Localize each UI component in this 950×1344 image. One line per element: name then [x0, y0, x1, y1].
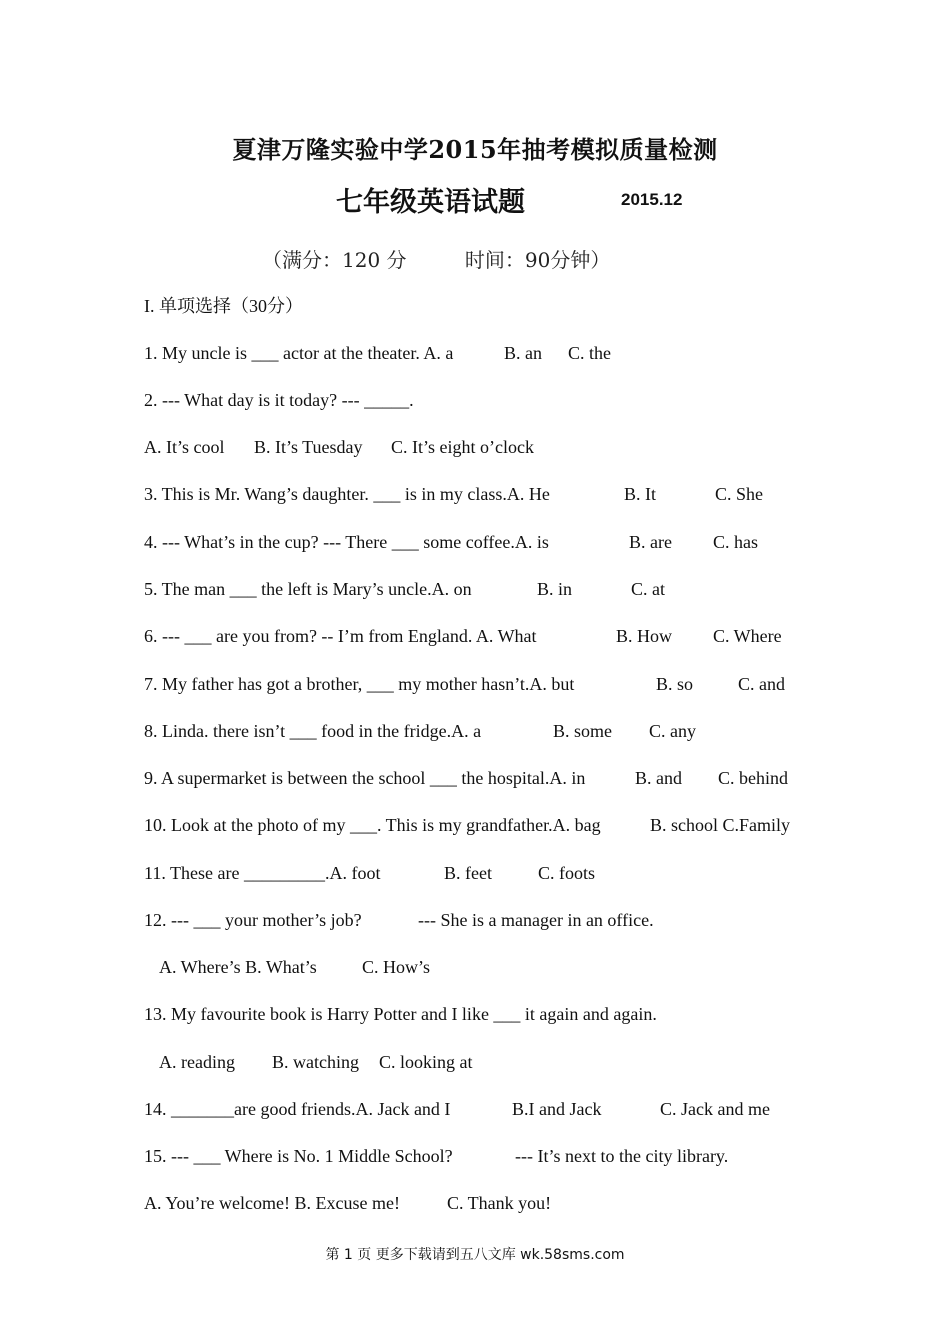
question-4-stem: 4. --- What’s in the cup? --- There ___ some coffee.A. is [144, 532, 549, 552]
question-12-stem: 12. --- ___ your mother’s job? [144, 910, 362, 930]
question-8-stem: 8. Linda. there isn’t ___ food in the fridge.A. a [144, 721, 482, 741]
question-13-option-c: C. looking at [379, 1052, 473, 1072]
question-5-stem: 5. The man ___ the left is Mary’s uncle.A. on [144, 579, 472, 599]
question-12-answer: --- She is a manager in an office. [418, 910, 654, 930]
question-14-stem: 14. _______are good friends.A. Jack and I [144, 1099, 451, 1119]
question-13-option-b: B. watching [272, 1052, 359, 1072]
question-7-stem: 7. My father has got a brother, ___ my mother hasn’t.A. but [144, 674, 575, 694]
question-6-stem: 6. --- ___ are you from? -- I’m from England. A. What [144, 626, 537, 646]
question-14-option-b: B.I and Jack [512, 1099, 602, 1119]
question-14-option-c: C. Jack and me [660, 1099, 770, 1119]
question-10-option-bc: B. school C.Family [650, 815, 791, 835]
question-12-option-ab: A. Where’s B. What’s [159, 957, 317, 977]
exam-subtitle: 七年级英语试题 [336, 187, 525, 218]
exam-date: 2015.12 [621, 190, 683, 209]
question-5-option-b: B. in [537, 579, 573, 599]
question-9-option-b: B. and [635, 768, 682, 788]
question-1-option-c: C. the [568, 343, 611, 363]
question-15-answer: --- It’s next to the city library. [515, 1146, 729, 1166]
question-6-option-c: C. Where [713, 626, 782, 646]
question-7-option-b: B. so [656, 674, 694, 694]
question-1-stem: 1. My uncle is ___ actor at the theater. A. a [144, 343, 454, 363]
question-4-option-c: C. has [713, 532, 758, 552]
subtitle-row [0, 180, 950, 220]
question-3-option-b: B. It [624, 484, 657, 504]
score-time-line [262, 244, 610, 273]
question-8-option-c: C. any [649, 721, 696, 741]
question-7-option-c: C. and [738, 674, 785, 694]
question-5-option-c: C. at [631, 579, 665, 599]
exam-title: 夏津万隆实验中学2015年抽考模拟质量检测 [232, 135, 718, 164]
question-13-option-a: A. reading [159, 1052, 235, 1072]
question-15-option-c: C. Thank you! [447, 1193, 552, 1213]
question-9-stem: 9. A supermarket is between the school ___ the hospital.A. in [144, 768, 586, 788]
question-11-option-c: C. foots [538, 863, 596, 883]
time-limit: 时间：90分钟） [464, 248, 611, 272]
question-2-option-a: A. It’s cool [144, 437, 225, 457]
question-13-stem: 13. My favourite book is Harry Potter and I like ___ it again and again. [144, 1004, 657, 1024]
question-15-option-ab: A. You’re welcome! B. Excuse me! [144, 1193, 400, 1213]
question-2-option-b: B. It’s Tuesday [254, 437, 363, 457]
question-4-option-b: B. are [629, 532, 672, 552]
question-11-option-b: B. feet [444, 863, 492, 883]
question-15-stem: 15. --- ___ Where is No. 1 Middle School? [144, 1146, 453, 1166]
question-10-stem: 10. Look at the photo of my ___. This is my grandfather.A. bag [144, 815, 601, 835]
question-8-option-b: B. some [553, 721, 613, 741]
question-12-option-c: C. How’s [362, 957, 431, 977]
section-heading: I. 单项选择（30分） [144, 296, 303, 316]
question-2-stem: 2. --- What day is it today? --- _____. [144, 390, 414, 410]
question-3-stem: 3. This is Mr. Wang’s daughter. ___ is in my class.A. He [144, 484, 550, 504]
question-6-option-b: B. How [616, 626, 673, 646]
page-footer: 第 1 页 更多下载请到五八文库 wk.58sms.com [325, 1247, 625, 1263]
question-2-option-c: C. It’s eight o’clock [391, 437, 534, 457]
full-score: （满分：120 分 [262, 248, 407, 272]
question-9-option-c: C. behind [718, 768, 788, 788]
question-3-option-c: C. She [715, 484, 764, 504]
question-11-stem: 11. These are _________.A. foot [144, 863, 381, 883]
question-1-option-b: B. an [504, 343, 542, 363]
